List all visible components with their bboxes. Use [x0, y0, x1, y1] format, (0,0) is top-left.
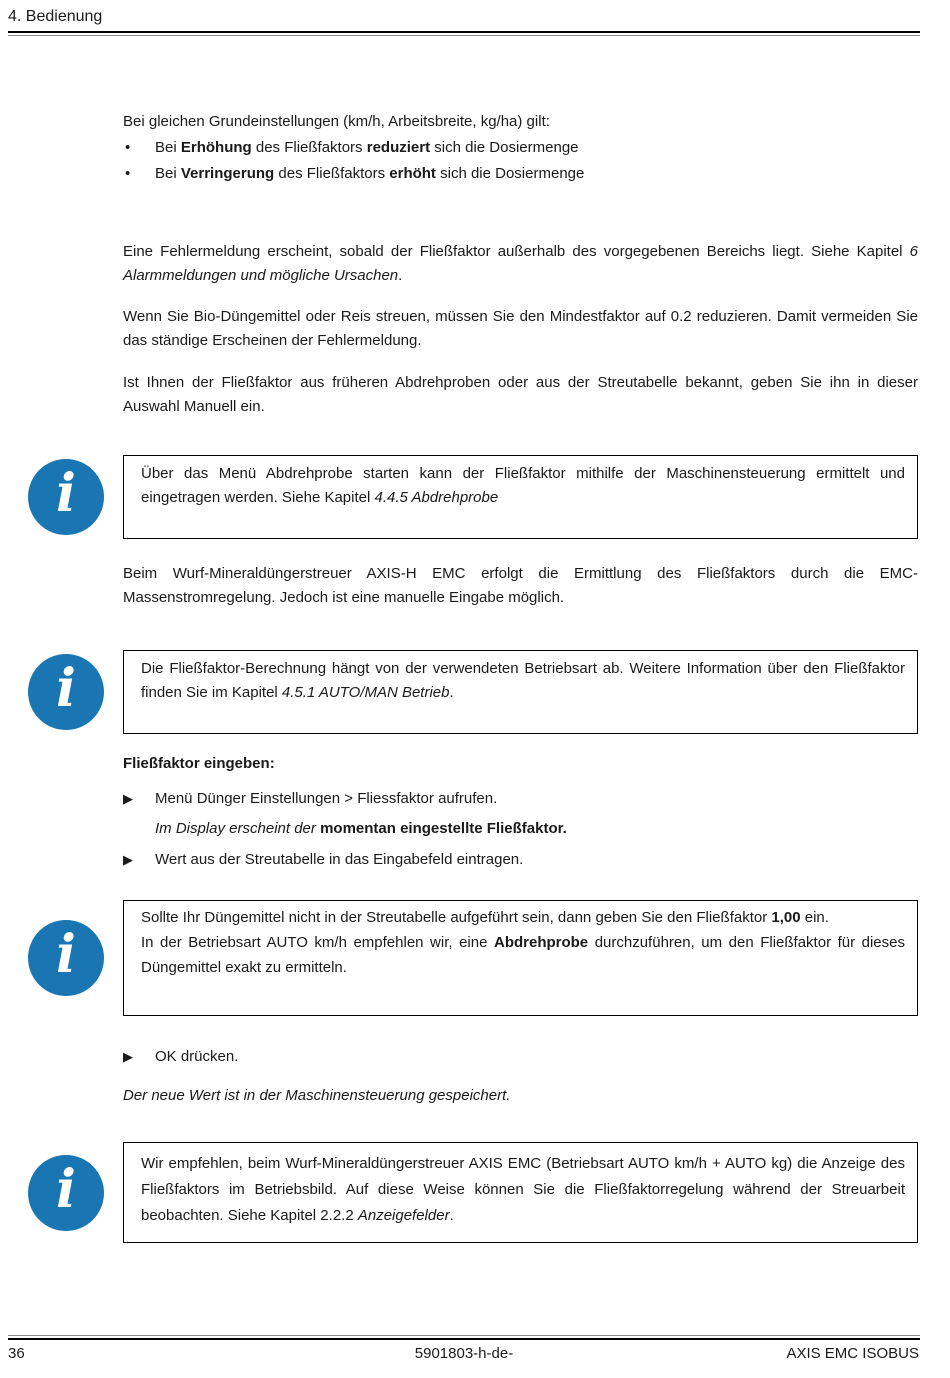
header-rule-thick — [8, 31, 920, 33]
text-run: Beim Wurf-Mineraldüngerstreuer AXIS-H EMC erfolgt die Ermittlung des Fließfaktors durch die EMC-Massenstromregelung. Jedoch ist eine manuelle Eingabe möglich. — [123, 565, 918, 606]
chapter-reference: 4.4.5 Abdrehprobe — [374, 489, 499, 506]
info-icon-glyph: i — [56, 924, 76, 985]
step-item — [123, 787, 918, 811]
emphasis: Erhöhung — [180, 139, 252, 156]
emphasis: 1,00 — [771, 909, 801, 926]
text-run: ein. — [800, 909, 829, 926]
chapter-reference: 4.5.1 AUTO/MAN Betrieb — [281, 684, 450, 701]
emphasis: erhöht — [389, 165, 436, 182]
footer-page-number: 36 — [8, 1345, 25, 1362]
step-text — [123, 787, 918, 811]
paragraph-error-message — [123, 240, 918, 288]
note-text — [141, 930, 905, 980]
text-run: Bei — [155, 165, 181, 182]
note-text — [141, 905, 905, 930]
intro-block — [123, 110, 918, 186]
text-run: In der Betriebsart AUTO km/h empfehlen wir, eine — [141, 934, 494, 951]
emphasis: Verringerung — [180, 165, 275, 182]
text-run: Die Fließfaktor-Berechnung hängt von der verwendeten Betriebsart ab. Weitere Information über den Fließfaktor finden Sie im Kapitel — [141, 660, 905, 701]
step-text — [123, 848, 918, 872]
text-run: . — [449, 1207, 454, 1224]
chapter-reference: 6 Alarmmeldungen und mögliche Ursachen — [123, 243, 918, 284]
note-text — [141, 462, 905, 510]
paragraph-value-saved — [123, 1084, 918, 1108]
text-run: Menü Dünger Einstellungen > Fliessfaktor aufrufen. — [155, 790, 498, 807]
info-icon-glyph: i — [56, 463, 76, 524]
text-run: Wir empfehlen, beim Wurf-Mineraldüngerstreuer AXIS EMC (Betriebsart AUTO km/h + AUTO kg) die Anzeige des Fließfaktors im Betriebsbild. Auf diese Weise können Sie die Fließfaktorregelung während der Streuarbeit beobachten. Siehe Kapitel 2.2.2 — [141, 1155, 905, 1224]
step-arrow-icon: ▶ — [123, 853, 133, 868]
text-run: Ist Ihnen der Fließfaktor aus früheren Abdrehproben oder aus der Streutabelle bekannt, geben Sie ihn in dieser Auswahl Manuell ein. — [123, 374, 918, 415]
info-note-flow-factor-default — [123, 900, 918, 1016]
text-run: Im Display erscheint der — [155, 820, 321, 837]
info-note-operating-mode — [123, 650, 918, 734]
info-icon-glyph: i — [56, 1159, 76, 1220]
intro-lead: Bei gleichen Grundeinstellungen (km/h, Arbeitsbreite, kg/ha) gilt: — [123, 113, 550, 130]
bullet-icon: • — [125, 139, 131, 156]
text-run: OK drücken. — [155, 1048, 239, 1065]
bullet-icon: • — [125, 165, 131, 182]
info-icon — [28, 459, 104, 535]
step-result — [155, 817, 918, 841]
emphasis: momentan eingestellte Fließfaktor. — [320, 820, 567, 837]
emphasis: reduziert — [366, 139, 431, 156]
page-header-section: 4. Bedienung — [8, 8, 103, 25]
text-run: des Fließfaktors — [251, 139, 367, 156]
text-run: . — [398, 267, 403, 284]
paragraph-bio-fertilizer — [123, 305, 918, 353]
text-run: Wert aus der Streutabelle in das Eingabefeld eintragen. — [155, 851, 524, 868]
text-run: durchzuführen, um den Fließfaktor für dieses Düngemittel exakt zu ermitteln. — [141, 934, 905, 976]
emphasis: Abdrehprobe — [493, 934, 589, 951]
info-note-display-recommendation — [123, 1142, 918, 1243]
text-run: Bei — [155, 139, 181, 156]
text-run: Eine Fehlermeldung erscheint, sobald der Fließfaktor außerhalb des vorgegebenen Bereichs liegt. Siehe Kapitel — [123, 243, 910, 260]
note-text — [141, 1151, 905, 1229]
info-note-calibration — [123, 455, 918, 539]
text-run: Über das Menü Abdrehprobe starten kann der Fließfaktor mithilfe der Maschinensteuerung ermittelt und eingetragen werden. Siehe Kapitel — [141, 465, 905, 506]
step-arrow-icon: ▶ — [123, 1050, 133, 1065]
info-icon — [28, 920, 104, 996]
info-icon — [28, 1155, 104, 1231]
text-run: Sollte Ihr Düngemittel nicht in der Streutabelle aufgeführt sein, dann geben Sie den Fließfaktor — [141, 909, 772, 926]
footer-rule-thin — [8, 1335, 920, 1336]
task-heading: Fließfaktor eingeben: — [123, 755, 275, 772]
footer-rule-thick — [8, 1338, 920, 1340]
step-item — [123, 1045, 918, 1069]
text-run: . — [449, 684, 454, 701]
text-run: Der neue Wert ist in der Maschinensteuerung gespeichert. — [123, 1087, 511, 1104]
note-text — [141, 657, 905, 705]
step-item — [123, 848, 918, 872]
header-rule-thin — [8, 35, 920, 36]
bullet-item — [123, 136, 918, 160]
paragraph-known-flow-factor — [123, 371, 918, 419]
info-icon — [28, 654, 104, 730]
footer-doc-code: 5901803-h-de- — [414, 1345, 514, 1362]
step-arrow-icon: ▶ — [123, 792, 133, 807]
bullet-item — [123, 162, 918, 186]
chapter-reference: Anzeigefelder — [357, 1207, 450, 1224]
footer-product-name: AXIS EMC ISOBUS — [786, 1345, 919, 1362]
info-icon-glyph: i — [56, 658, 76, 719]
paragraph-axis-emc — [123, 562, 918, 610]
text-run: sich die Dosiermenge — [430, 139, 579, 156]
text-run: des Fließfaktors — [274, 165, 390, 182]
text-run: sich die Dosiermenge — [435, 165, 585, 182]
step-text — [123, 1045, 918, 1069]
text-run: Wenn Sie Bio-Düngemittel oder Reis streuen, müssen Sie den Mindestfaktor auf 0.2 reduzieren. Damit vermeiden Sie das ständige Erscheinen der Fehlermeldung. — [123, 308, 918, 349]
